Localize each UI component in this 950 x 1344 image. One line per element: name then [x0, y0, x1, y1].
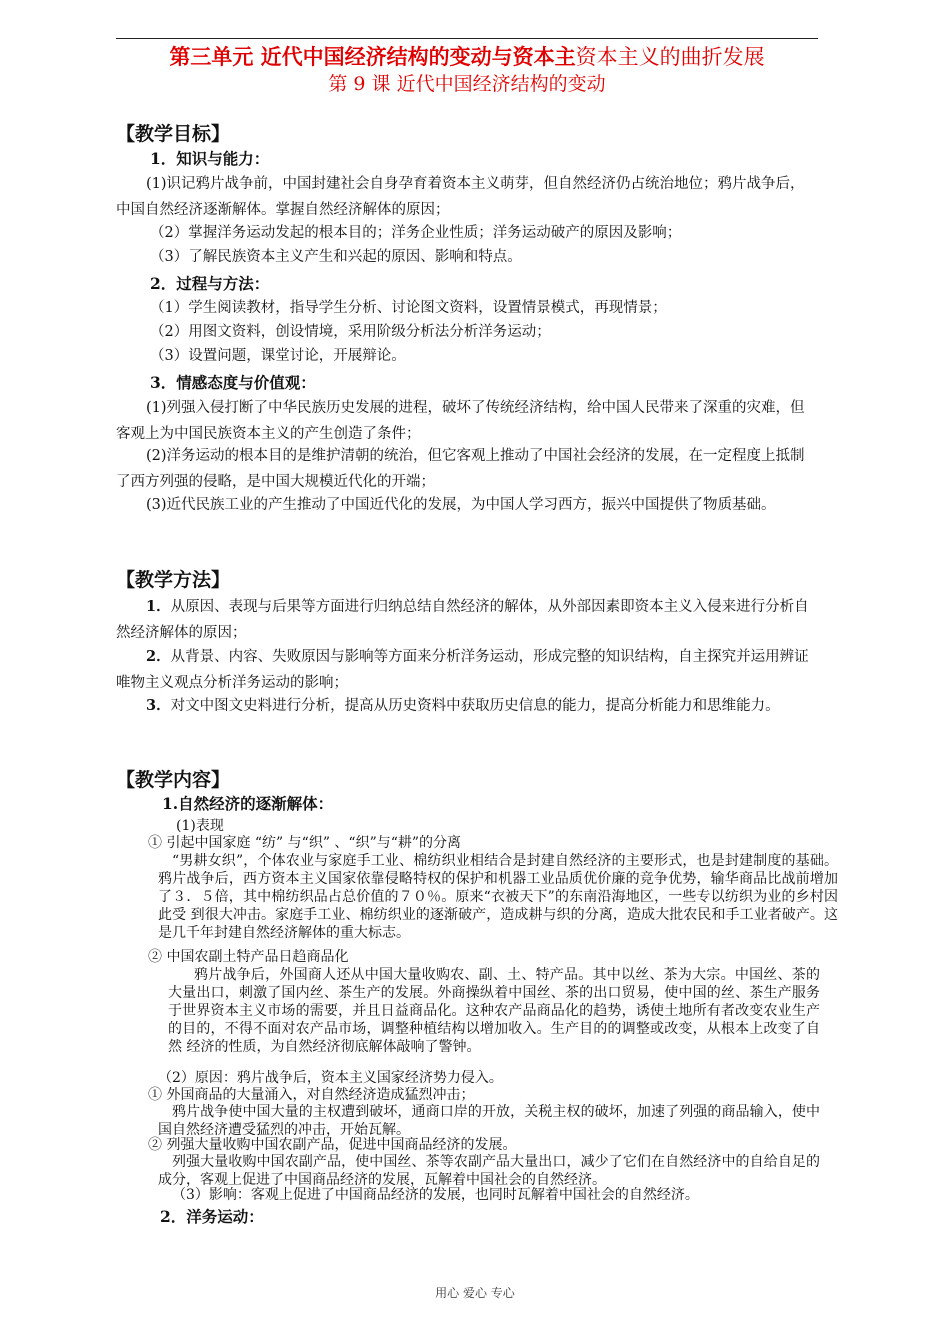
methods-heading: 【教学方法】: [116, 569, 231, 591]
unit-title-tail: 资本主义的曲折发展: [575, 45, 765, 69]
cause-1-body: 鸦片战争使中国大量的主权遭到破坏，通商口岸的开放，关税主权的破坏，加速了列强的商品输入，使中国自然经济遭受猛烈的冲击，开始瓦解。: [158, 1104, 820, 1138]
method-item-3: 3．对文中图文史料进行分析，提高从历史资料中获取历史信息的能力，提高分析能力和思维能力。: [146, 697, 780, 714]
knowledge-item-1: (1)识记鸦片战争前，中国封建社会自身孕育着资本主义萌芽，但自然经济仍占统治地位；鸦片战争后，中国自然经济逐渐解体。掌握自然经济解体的原因；: [116, 176, 805, 218]
process-item-1: （1）学生阅读教材，指导学生分析、讨论图文资料，设置情景模式，再现情景；: [150, 300, 667, 316]
content-heading: 【教学内容】: [116, 769, 231, 791]
process-item-2: （2）用图文资料，创设情境，采用阶级分析法分析洋务运动；: [150, 324, 551, 340]
manifestation-1-title: ① 引起中国家庭 “纺” 与“织” 、“织”与“耕”的分离: [148, 835, 462, 851]
page-footer: 用心 爱心 专心: [435, 1286, 515, 1300]
emotion-heading: 3．情感态度与价值观：: [150, 373, 316, 392]
emotion-item-3: (3)近代民族工业的产生推动了中国近代化的发展，为中国人学习西方，振兴中国提供了物质基础。: [146, 497, 776, 513]
cause-2-title: ② 列强大量收购中国农副产品，促进中国商品经济的发展。: [148, 1137, 517, 1153]
subsection-impact: （3）影响：客观上促进了中国商品经济的发展，也同时瓦解着中国社会的自然经济。: [172, 1187, 699, 1203]
cause-1-title: ① 外国商品的大量涌入，对自然经济造成猛烈冲击；: [148, 1087, 475, 1103]
knowledge-item-2: （2）掌握洋务运动发起的根本目的；洋务企业性质；洋务运动破产的原因及影响；: [150, 225, 682, 241]
cause-2-body: 列强大量收购中国农副产品，使中国丝、茶等农副产品大量出口，减少了它们在自然经济中的自给自足的成分，客观上促进了中国商品经济的发展，瓦解着中国社会的自然经济。: [158, 1154, 820, 1188]
lesson-title: 第 9 课 近代中国经济结构的变动: [328, 73, 606, 95]
process-heading: 2．过程与方法：: [150, 274, 270, 293]
method-number-1: 1．: [146, 598, 171, 615]
knowledge-heading: 1．知识与能力：: [150, 149, 270, 168]
emotion-item-2: (2)洋务运动的根本目的是维护清朝的统治，但它客观上推动了中国社会经济的发展，在一定程度上抵制了西方列强的侵略，是中国大规模近代化的开端；: [116, 448, 805, 490]
section-self-strengthening: 2．洋务运动：: [160, 1207, 264, 1226]
subsection-cause: （2）原因：鸦片战争后，资本主义国家经济势力侵入。: [158, 1070, 503, 1086]
method-number-2: 2．: [146, 648, 171, 665]
method-item-2: 2．从背景、内容、失败原因与影响等方面来分析洋务运动，形成完整的知识结构，自主探究并运用辨证唯物主义观点分析洋务运动的影响；: [116, 648, 809, 691]
section-natural-economy: 1.自然经济的逐渐解体：: [162, 794, 334, 813]
method-number-3: 3．: [146, 697, 171, 714]
emotion-item-1: (1)列强入侵打断了中华民族历史发展的进程，破坏了传统经济结构，给中国人民带来了深重的灾难，但客观上为中国民族资本主义的产生创造了条件；: [116, 400, 805, 442]
manifestation-2-body: 鸦片战争后，外国商人还从中国大量收购农、副、土、特产品。其中以丝、茶为大宗。中国丝、茶的大量出口，刺激了国内丝、茶生产的发展。外商操纵着中国丝、茶的出口贸易，使中国的丝、茶生产服务于世界资本主义市场的需要，并且日益商品化。这种农产品商品化的趋势，诱使土地所有者改变农业生产的目的，不得不面对农产品市场，调整种植结构以增加收入。生产目的的调整或改变，从根本上改变了自然 经济的性质，为自然经济彻底解体敲响了警钟。: [168, 967, 820, 1055]
method-item-1: 1．从原因、表现与后果等方面进行归纳总结自然经济的解体，从外部因素即资本主义入侵来进行分析自然经济解体的原因；: [116, 598, 809, 641]
goals-heading: 【教学目标】: [116, 123, 231, 145]
header-rule: [116, 38, 818, 39]
unit-title: 第三单元 近代中国经济结构的变动与资本主资本主义的曲折发展: [169, 44, 765, 69]
manifestation-1-body: “男耕女织”，个体农业与家庭手工业、棉纺织业相结合是封建自然经济的主要形式，也是封建制度的基础。鸦片战争后，西方资本主义国家依靠侵略特权的保护和机器工业品质优价廉的竞争优势，输华商品比战前增加了３．５倍，其中棉纺织品占总价值的７０％。原来“衣被天下”的东南沿海地区，一些专以纺织为业的乡村因此受 到很大冲击。家庭手工业、棉纺织业的逐渐破产，造成耕与织的分离，造成大批农民和手工业者破产。这是几千年封建自然经济解体的重大标志。: [158, 853, 838, 941]
process-item-3: （3）设置问题，课堂讨论，开展辩论。: [150, 348, 406, 364]
manifestation-2-title: ② 中国农副土特产品日趋商品化: [148, 949, 349, 965]
subsection-manifestation: (1)表现: [176, 818, 224, 834]
knowledge-item-3: （3）了解民族资本主义产生和兴起的原因、影响和特点。: [150, 249, 522, 265]
